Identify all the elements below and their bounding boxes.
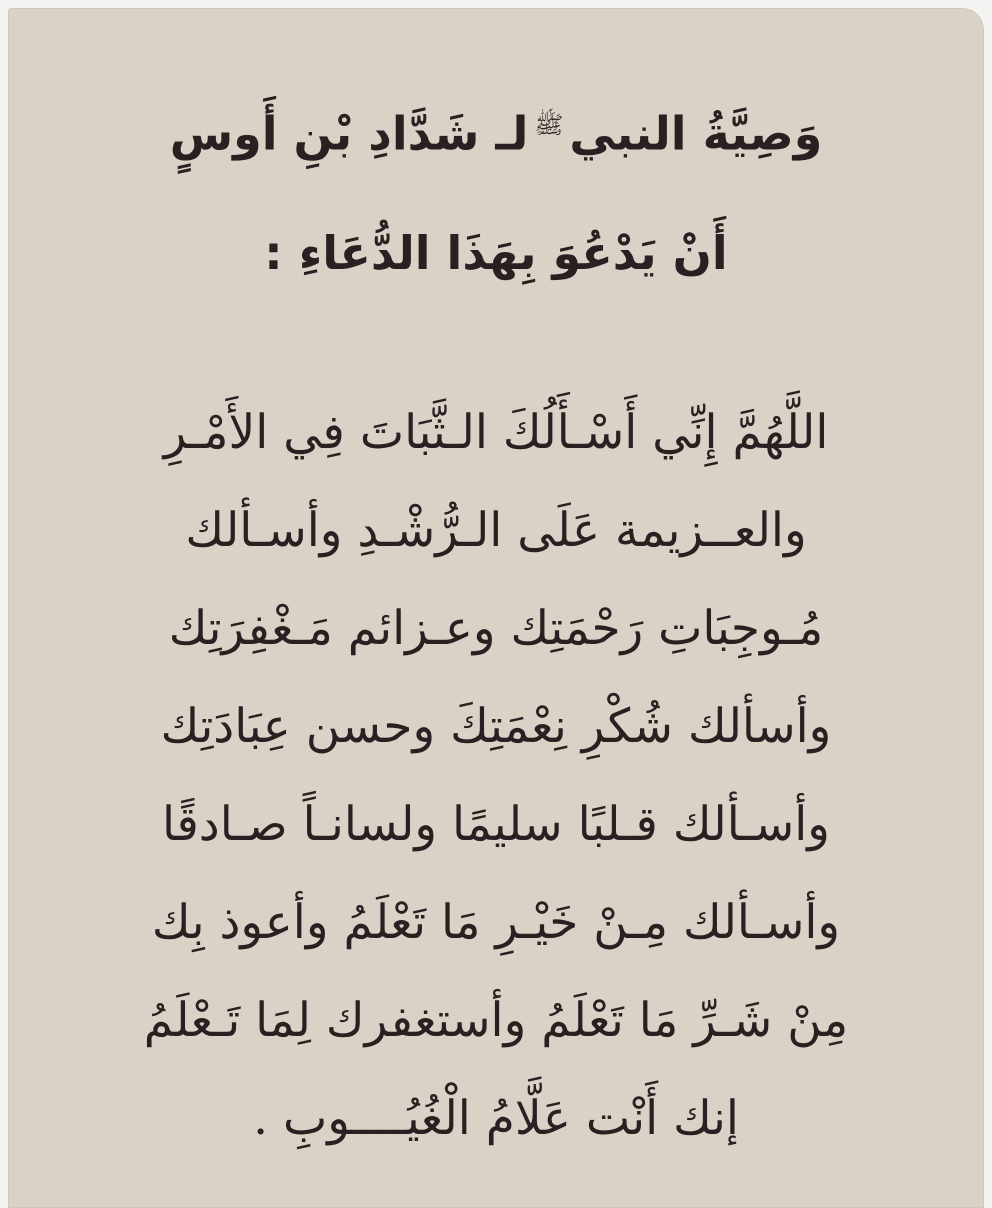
title-text-part-2: لـ شَدَّادِ بْنِ أَوسٍ: [169, 106, 529, 161]
dua-line-3: مُـوجِبَاتِ رَحْمَتِك وعـزائم مَـغْفِرَتِك: [168, 601, 824, 656]
title-line-1: [48, 90, 944, 160]
dua-line-4: وأسألك شُكْرِ نِعْمَتِكَ وحسن عِبَادَتِك: [160, 699, 832, 754]
dua-line-2: والعــزيمة عَلَى الـرُّشْـدِ وأسـألك: [185, 503, 807, 558]
title-line-2: أَنْ يَدْعُوَ بِهَذَا الدُّعَاءِ :: [264, 226, 728, 280]
text-card: [8, 8, 984, 1208]
dua-text-block: [78, 384, 914, 1168]
dua-line-6: وأسـألك مِـنْ خَيْـرِ مَا تَعْلَمُ وأعوذ بِك: [151, 895, 841, 950]
dua-line-5: وأسـألك قـلبًا سليمًا ولسانـاً صـادقًا: [162, 797, 830, 852]
title-block: [48, 90, 944, 288]
dua-line-1: اللَّهُمَّ إِنِّي أَسْـأَلُكَ الـثَّبَاتَ فِي الأَمْـرِ: [163, 405, 829, 460]
title-text-part-1: وَصِيَّةُ النبي: [569, 106, 823, 161]
dua-line-8: إنك أَنْت عَلَّامُ الْغُيُــــوبِ .: [253, 1091, 739, 1146]
salawat-symbol: ﷺ: [534, 111, 564, 139]
dua-line-7: مِنْ شَـرِّ مَا تَعْلَمُ وأستغفرك لِمَا تَـعْلَمُ: [143, 993, 849, 1048]
